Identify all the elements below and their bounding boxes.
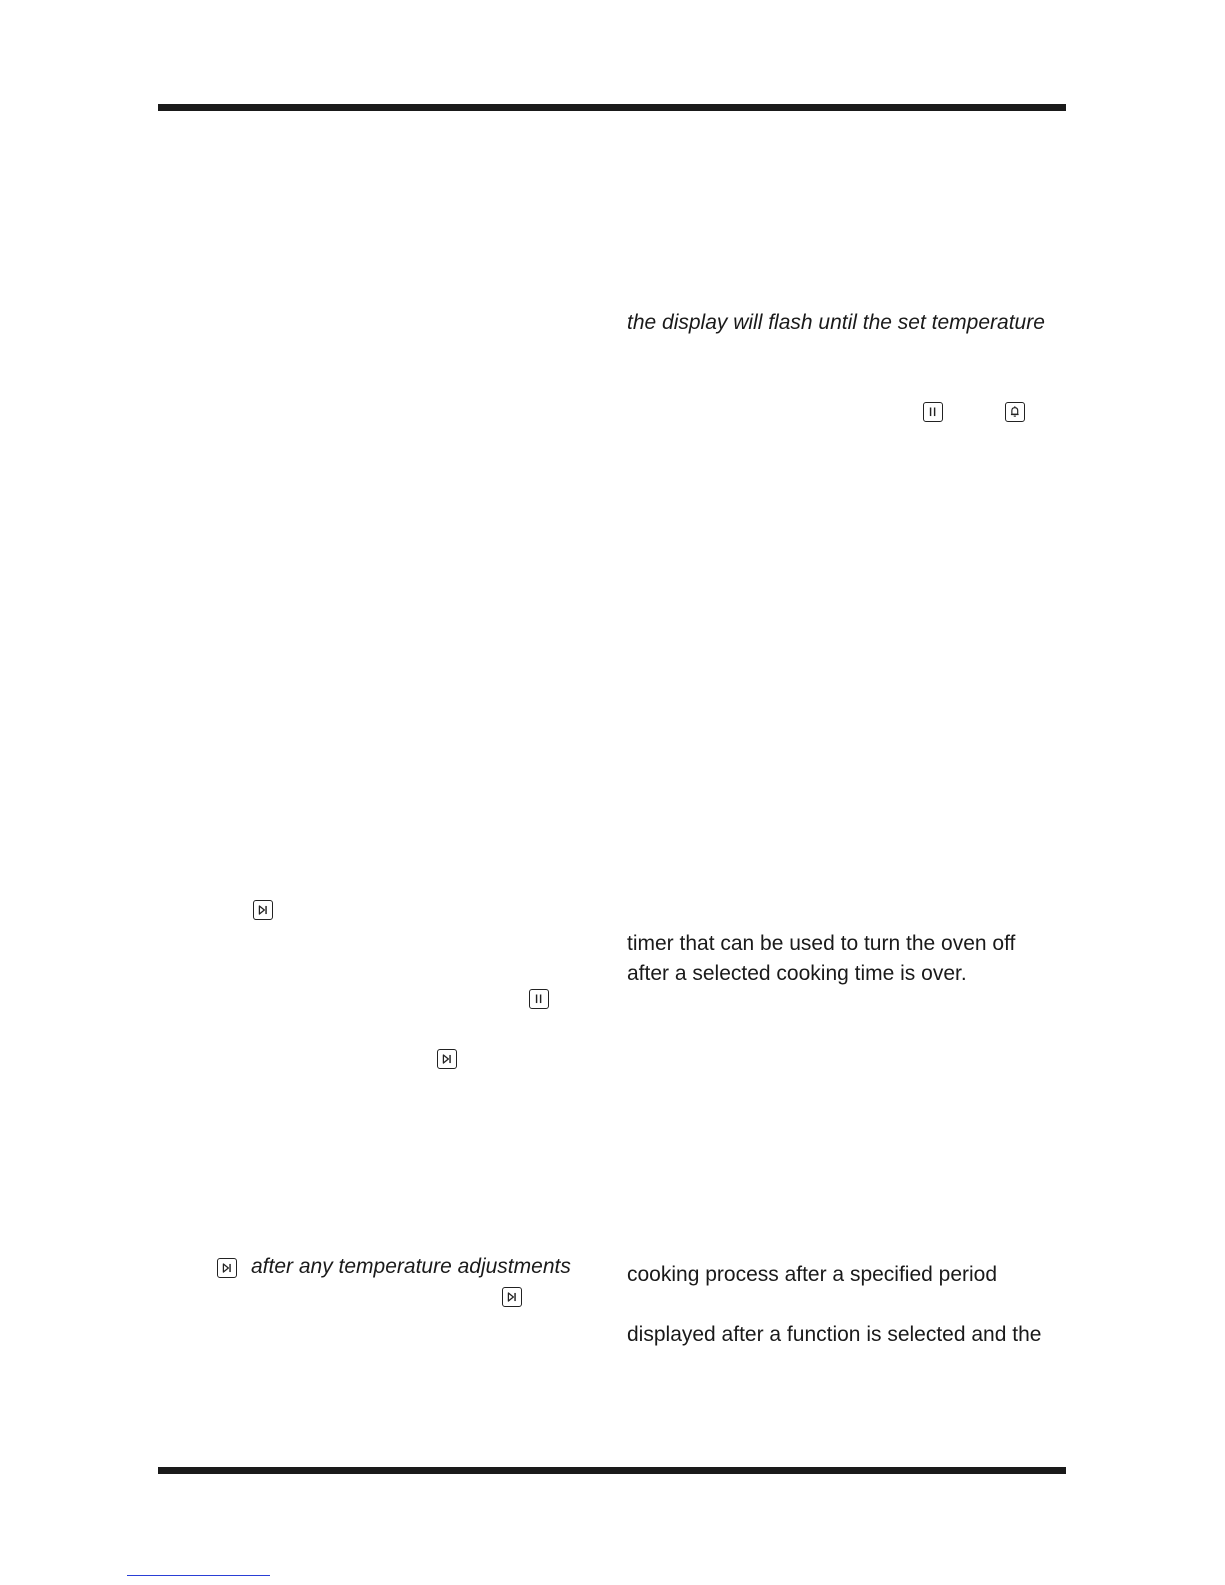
play-next-icon xyxy=(253,900,273,920)
timer-line-2: after a selected cooking time is over. xyxy=(627,962,967,985)
pause-icon xyxy=(529,989,549,1009)
pause-icon xyxy=(923,402,943,422)
bottom-rule xyxy=(158,1467,1066,1474)
flash-note-line: the display will flash until the set temperature xyxy=(627,311,1045,334)
adjustments-line: after any temperature adjustments xyxy=(251,1255,571,1278)
footer-link-underline[interactable] xyxy=(127,1575,270,1576)
play-next-icon xyxy=(437,1049,457,1069)
top-rule xyxy=(158,104,1066,111)
cooking-process-line: cooking process after a specified period xyxy=(627,1263,998,1286)
displayed-line: displayed after a function is selected and the xyxy=(627,1323,1042,1346)
play-next-icon xyxy=(502,1287,522,1307)
play-next-icon xyxy=(217,1258,237,1278)
timer-line-1: timer that can be used to turn the oven off xyxy=(627,932,1016,955)
bell-icon xyxy=(1005,402,1025,422)
